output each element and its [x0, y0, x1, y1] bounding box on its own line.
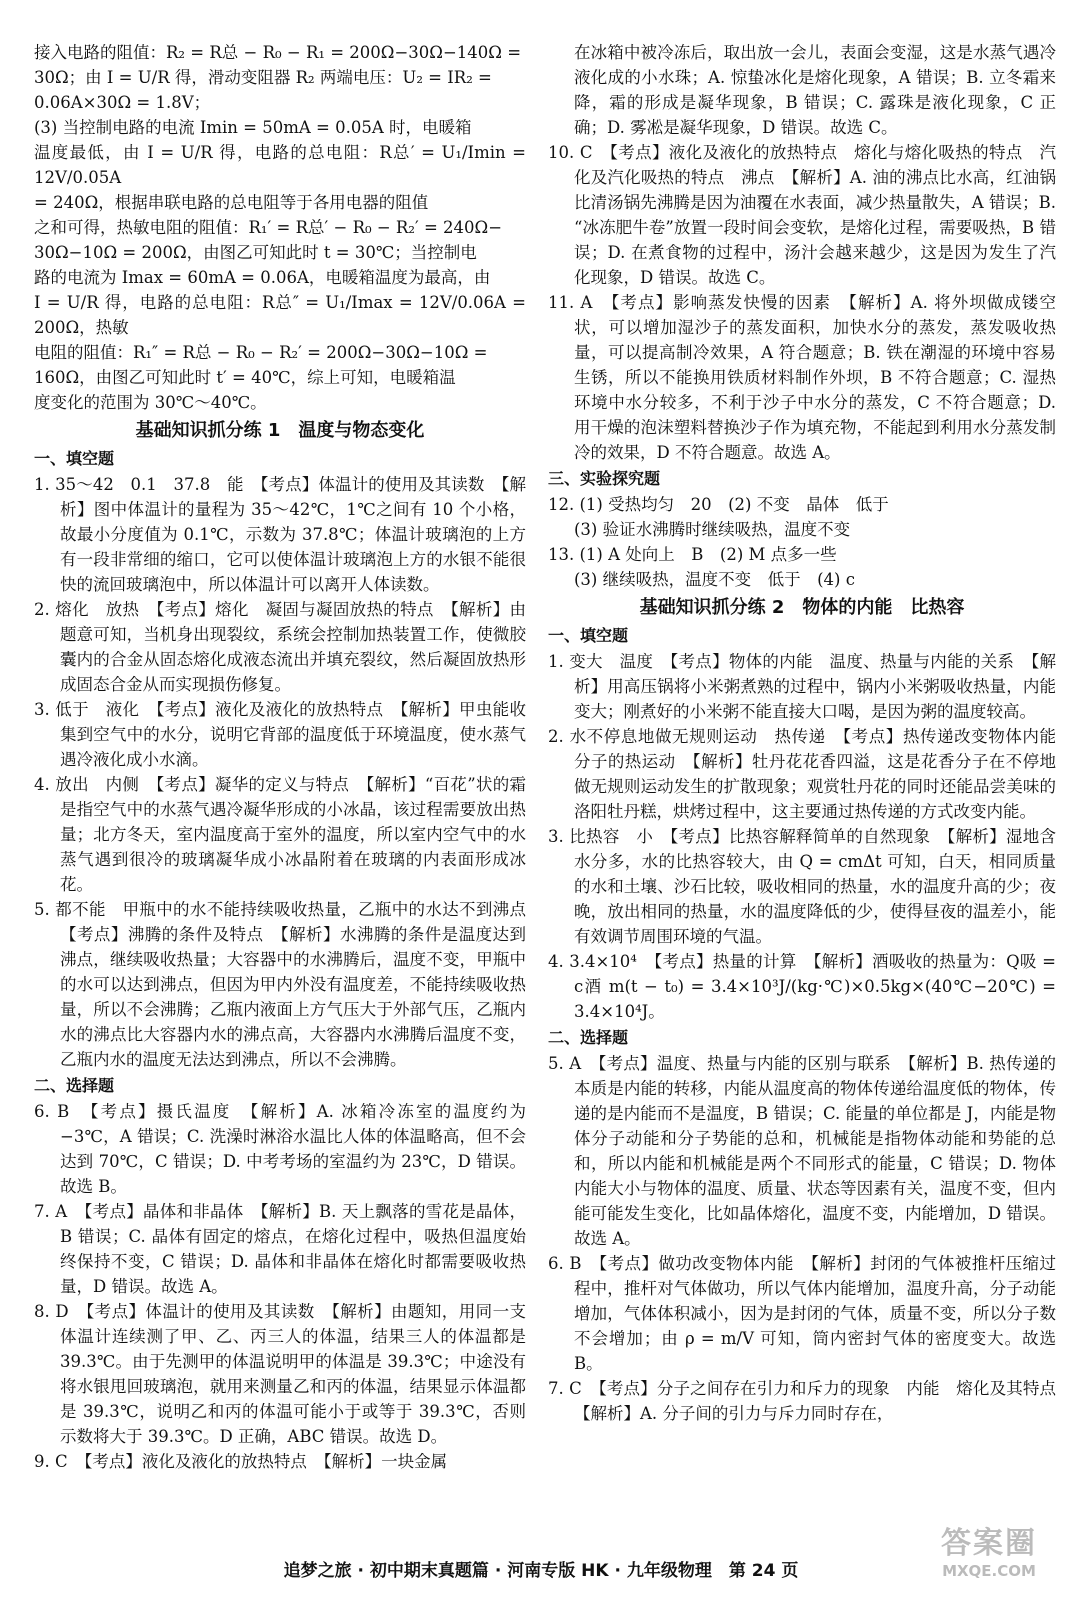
- solution-line: 30Ω；由 I = U/R 得，滑动变阻器 R₂ 两端电压：U₂ = IR₂ =: [34, 68, 492, 87]
- answer-item: 6. B 【考点】摄氏温度 【解析】A. 冰箱冷冻室的温度约为−3℃，A 错误；C. 洗澡时淋浴水温比人体的体温略高，但不会达到 70℃，C 错误；D. 中考考场的室温约为 23℃，D 错误。故选 B。: [34, 1102, 526, 1196]
- answer-item: 5. 都不能 甲瓶中的水不能持续吸收热量，乙瓶中的水达不到沸点 【考点】沸腾的条件及特点 【解析】水沸腾的条件是温度达到沸点，继续吸收热量；大容器中的水沸腾后，温度不变，甲瓶中的水可以达到沸点，但因为甲内外没有温度差，不能持续吸收热量，所以不会沸腾；乙瓶内液面上方气压大于外部气压，乙瓶内水的沸点比大容器内水的沸点高，大容器内水沸腾后温度不变，乙瓶内水的温度无法达到沸点，所以不会沸腾。: [34, 900, 543, 1069]
- left-column: [34, 40, 543, 1474]
- watermark-url: MXQE.COM: [942, 1562, 1036, 1580]
- answer-item: 4. 放出 内侧 【考点】凝华的定义与特点 【解析】“百花”状的霜是指空气中的水蒸气遇冷凝华形成的小冰晶，该过程需要放出热量；北方冬天，室内温度高于室外的温度，所以室内空气中的水蒸气遇到很冷的玻璃凝华成小冰晶附着在玻璃的内表面形成冰花。: [34, 775, 526, 894]
- answer-item: 4. 3.4×10⁴ 【考点】热量的计算 【解析】酒吸收的热量为：Q吸 = c酒 m(t − t₀) = 3.4×10³J/(kg·℃)×0.5kg×(40℃−20℃) = 3.4×10⁴J。: [548, 952, 1056, 1021]
- answer-item: 8. D 【考点】体温计的使用及其读数 【解析】由题知，用同一支体温计连续测了甲、乙、丙三人的体温，结果三人的体温都是 39.3℃。由于先测甲的体温说明甲的体温是 39.3℃；中途没有将水银甩回玻璃泡，就用来测量乙和丙的体温，结果显示体温都是 39.3℃，说明乙和丙的体温可能小于或等于 39.3℃，否则示数将大于 39.3℃。D 正确，ABC 错误。故选 D。: [34, 1302, 526, 1446]
- part-label: 二、选择题: [34, 1076, 115, 1095]
- solution-line: 度变化的范围为 30℃～40℃。: [34, 393, 267, 412]
- answer-item: 7. A 【考点】晶体和非晶体 【解析】B. 天上飘落的雪花是晶体，B 错误；C. 晶体有固定的熔点，在熔化过程中，吸热但温度始终保持不变，C 错误；D. 晶体和非晶体在熔化时都需要吸收热量，D 错误。故选 A。: [34, 1202, 526, 1296]
- answer-item: 12. (1) 受热均匀 20 (2) 不变 晶体 低于: [548, 495, 889, 514]
- right-column: [548, 40, 1073, 1426]
- solution-line: 电阻的阻值：R₁″ = R总 − R₀ − R₂′ = 200Ω−30Ω−10Ω =: [34, 343, 488, 362]
- answer-item: 3. 低于 液化 【考点】液化及液化的放热特点 【解析】甲虫能收集到空气中的水分，说明它背部的温度低于环境温度，使水蒸气遇冷液化成小水滴。: [34, 700, 526, 769]
- solution-continuation: [34, 40, 526, 415]
- solution-line: 路的电流为 Imax = 60mA = 0.06A，电暖箱温度为最高，由: [34, 268, 491, 287]
- answer-subitem: (3) 继续吸热，温度不变 低于 (4) c: [574, 570, 855, 589]
- answer-item: 9. C 【考点】液化及液化的放热特点 【解析】一块金属: [34, 1452, 448, 1471]
- answer-item: 5. A 【考点】温度、热量与内能的区别与联系 【解析】B. 热传递的本质是内能的转移，内能从温度高的物体传递给温度低的物体，传递的是内能而不是温度，B 错误；C. 能量的单位都是 J，内能是物体分子动能和分子势能的总和，机械能是指物体动能和势能的总和，所以内能和机械能是两个不同形式的能量，C 错误；D. 物体内能大小与物体的温度、质量、状态等因素有关，温度不变，但内能可能发生变化，比如晶体熔化，温度不变，内能增加，D 错误。故选 A。: [548, 1054, 1056, 1248]
- part-label: 三、实验探究题: [548, 469, 661, 488]
- solution-line: 30Ω−10Ω = 200Ω，由图乙可知此时 t = 30℃；当控制电: [34, 243, 477, 262]
- solution-line: I = U/R 得，电路的总电阻：R总″ = U₁/Imax = 12V/0.06A = 200Ω，热敏: [34, 293, 526, 337]
- solution-line: (3) 当控制电路的电流 Imin = 50mA = 0.05A 时，电暖箱: [34, 118, 472, 137]
- solution-line: 160Ω，由图乙可知此时 t′ = 40℃，综上可知，电暖箱温: [34, 368, 456, 387]
- watermark-text: 答案圈: [941, 1526, 1037, 1561]
- solution-line: 温度最低，由 I = U/R 得，电路的总电阻：R总′ = U₁/Imin = 12V/0.05A: [34, 143, 526, 187]
- section-title: 基础知识抓分练 2 物体的内能 比热容: [639, 597, 965, 618]
- answer-item: 1. 35～42 0.1 37.8 能 【考点】体温计的使用及其读数 【解析】图中体温计的量程为 35～42℃，1℃之间有 10 个小格，故最小分度值为 0.1℃，示数为 37.8℃；体温计玻璃泡的上方有一段非常细的缩口，它可以使体温计玻璃泡上方的水银不能很快的流回玻璃泡中，所以体温计可以离开人体读数。: [34, 475, 526, 594]
- answer-item: 7. C 【考点】分子之间存在引力和斥力的现象 内能 熔化及其特点 【解析】A. 分子间的引力与斥力同时存在，: [548, 1379, 1073, 1423]
- answer-item: 13. (1) A 处向上 B (2) M 点多一些: [548, 545, 837, 564]
- part-label: 一、填空题: [548, 626, 629, 645]
- solution-line: 0.06A×30Ω = 1.8V；: [34, 93, 211, 112]
- answer-item: 2. 水不停息地做无规则运动 热传递 【考点】热传递改变物体内能 分子的热运动 【解析】牡丹花花香四溢，这是花香分子在不停地做无规则运动发生的扩散现象；观赏牡丹花的同时还能品尝美味的洛阳牡丹糕，烘烤过程中，这主要通过热传递的方式改变内能。: [548, 727, 1073, 821]
- solution-line: = 240Ω，根据串联电路的总电阻等于各用电器的阻值: [34, 193, 429, 212]
- part-label: 二、选择题: [548, 1028, 629, 1047]
- answer-subitem: (3) 验证水沸腾时继续吸热，温度不变: [574, 520, 851, 539]
- watermark-logo: [914, 1518, 1064, 1582]
- section-title: 基础知识抓分练 1 温度与物态变化: [135, 420, 425, 441]
- page-footer: 追梦之旅 · 初中期末真题篇 · 河南专版 HK · 九年级物理 第 24 页: [283, 1561, 799, 1581]
- answer-item: 6. B 【考点】做功改变物体内能 【解析】封闭的气体被推杆压缩过程中，推杆对气体做功，所以气体内能增加，温度升高，分子动能增加，气体体积减小，因为是封闭的气体，质量不变，所以分子数不会增加；由 ρ = m/V 可知，筒内密封气体的密度变大。故选 B。: [548, 1254, 1056, 1373]
- answer-item: 2. 熔化 放热 【考点】熔化 凝固与凝固放热的特点 【解析】由题意可知，当机身出现裂纹，系统会控制加热装置工作，使微胶囊内的合金从固态熔化成液态流出并填充裂纹，然后凝固放热形成固态合金从而实现损伤修复。: [34, 600, 526, 694]
- solution-line: 接入电路的阻值：R₂ = R总 − R₀ − R₁ = 200Ω−30Ω−140Ω =: [34, 43, 522, 62]
- part-label: 一、填空题: [34, 449, 115, 468]
- answer-continuation: 在冰箱中被冷冻后，取出放一会儿，表面会变湿，这是水蒸气遇冷液化成的小水珠；A. 惊蛰冰化是熔化现象，A 错误；B. 立冬霜来降，霜的形成是凝华现象，B 错误；C. 露珠是液化现象，C 正确；D. 雾凇是凝华现象，D 错误。故选 C。: [574, 43, 1056, 137]
- answer-item: 11. A 【考点】影响蒸发快慢的因素 【解析】A. 将外坝做成镂空状，可以增加湿沙子的蒸发面积，加快水分的蒸发，蒸发吸收热量，可以提高制冷效果，A 符合题意；B. 铁在潮湿的环境中容易生锈，所以不能换用铁质材料制作外坝，B 不符合题意；C. 湿热环境中水分较多，不利于沙子中水分的蒸发，C 不符合题意；D. 用干燥的泡沫塑料替换沙子作为填充物，不能起到利用水分蒸发制冷的效果，D 不符合题意。故选 A。: [548, 293, 1056, 462]
- answer-item: 1. 变大 温度 【考点】物体的内能 温度、热量与内能的关系 【解析】用高压锅将小米粥煮熟的过程中，锅内小米粥吸收热量，内能变大；刚煮好的小米粥不能直接大口喝，是因为粥的温度较高。: [548, 652, 1056, 721]
- answer-item: 3. 比热容 小 【考点】比热容解释简单的自然现象 【解析】湿地含水分多，水的比热容较大，由 Q = cmΔt 可知，白天，相同质量的水和土壤、沙石比较，吸收相同的热量，水的温度升高的少；夜晚，放出相同的热量，水的温度降低的少，使得昼夜的温差小，能有效调节周围环境的气温。: [548, 827, 1056, 946]
- solution-line: 之和可得，热敏电阻的阻值：R₁′ = R总′ − R₀ − R₂′ = 240Ω−: [34, 218, 503, 237]
- answer-item: 10. C 【考点】液化及液化的放热特点 熔化与熔化吸热的特点 汽化及汽化吸热的特点 沸点 【解析】A. 油的沸点比水高，红油锅比清汤锅先沸腾是因为油覆在水表面，减少热量散失，A 错误；B. “冰冻肥牛卷”放置一段时间会变软，是熔化过程，需要吸热，B 错误；D. 在煮食物的过程中，汤汁会越来越少，这是因为发生了汽化现象，D 错误。故选 C。: [548, 143, 1056, 287]
